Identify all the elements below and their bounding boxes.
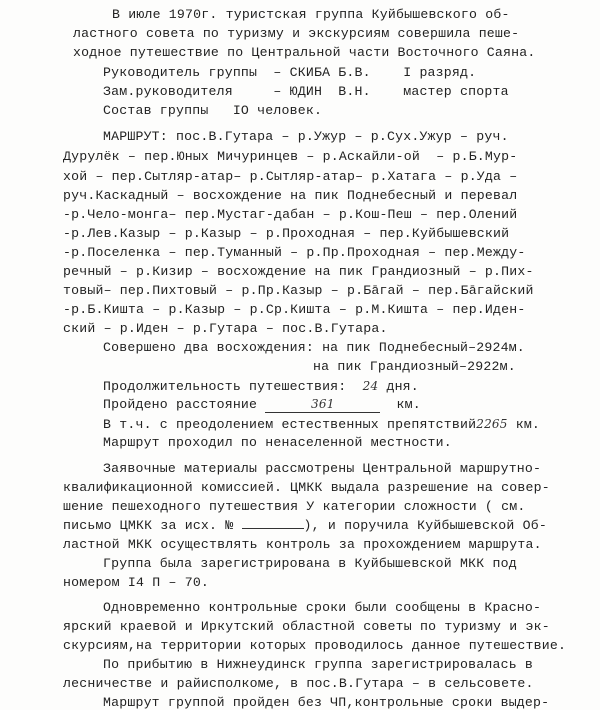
- commission-line-5: ластной МКК осуществлять контроль за прохождением маршрута.: [63, 537, 542, 552]
- obstacles-unit: км.: [515, 417, 541, 432]
- registered-line-1: Группа была зарегистрирована в Куйбышевской МКК под: [103, 556, 517, 571]
- ascents-line-2: на пик Грандиозный–2922м.: [313, 359, 516, 374]
- distance-value: 361: [311, 397, 335, 411]
- intro-line-1: В июле 1970г. туристская группа Куйбышевского об-: [112, 7, 510, 22]
- route-line-10: -р.Б.Кишта – р.Казыр – р.Ср.Кишта – р.М.Кишта – пер.Иден-: [63, 302, 526, 317]
- obstacles-line: [103, 415, 540, 433]
- deadlines-line-1: Одновременно контрольные сроки были сообщены в Красно-: [103, 600, 542, 615]
- deadlines-line-2: ярский краевой и Иркутский областной советы по туризму и эк-: [63, 619, 550, 634]
- leader-line: Руководитель группы – СКИБА Б.В. I разряд.: [103, 65, 477, 80]
- commission-line-4-rest: ), и поручила Куйбышевской Об-: [303, 518, 547, 533]
- duration-value: 24: [362, 379, 379, 393]
- obstacles-label: В т.ч. с преодолением естественных препятствий: [103, 417, 477, 432]
- distance-line: [103, 396, 421, 414]
- final-line-1: Маршрут группой пройден без ЧП,контрольные сроки выдер-: [103, 695, 550, 710]
- letter-number-blank: [242, 528, 304, 529]
- route-line-2: Дурулёк – пер.Юных Мичуринцев – р.Аскайли-ой – р.Б.Мур-: [63, 149, 518, 164]
- commission-line-1: Заявочные материалы рассмотрены Центральной маршрутно-: [103, 461, 542, 476]
- route-line-3: хой – пер.Сытляр-атар– р.Сытляр-атар– р.Хатага – р.Уда –: [63, 169, 518, 184]
- distance-unit: км.: [396, 397, 421, 412]
- registered-line-2: номером I4 П – 70.: [63, 575, 210, 590]
- deadlines-line-3: скурсиям,на территории которых проводилось данное путешествие.: [63, 638, 567, 653]
- letter-ref-label: письмо ЦМКК за исх. №: [63, 518, 234, 533]
- commission-line-3: шение пешеходного путешествия У категории сложности ( см.: [63, 499, 526, 514]
- uninhabited-line: Маршрут проходил по ненаселенной местности.: [103, 435, 452, 450]
- obstacles-value: 2265: [476, 417, 508, 431]
- ascents-line-1: Совершено два восхождения: на пик Поднебесный–2924м.: [103, 340, 525, 355]
- route-line-1: МАРШРУТ: пос.В.Гутара – р.Ужур – р.Сух.Ужур – руч.: [103, 129, 509, 144]
- arrival-line-1: По прибытию в Нижнеудинск группа зарегистрировалась в: [103, 657, 534, 672]
- commission-line-2: квалификационной комиссией. ЦМКК выдала разрешение на совер-: [63, 480, 550, 495]
- duration-unit: дня.: [386, 379, 419, 394]
- arrival-line-2: лесничестве и райисполкоме, в пос.В.Гутара – в сельсовете.: [63, 676, 534, 691]
- distance-label: Пройдено расстояние: [103, 397, 258, 412]
- route-line-11: ский – р.Иден – р.Гутара – пос.В.Гутара.: [63, 321, 388, 336]
- route-line-7: -р.Поселенка – пер.Туманный – р.Пр.Проходная – пер.Междy-: [63, 245, 526, 260]
- route-line-5: -р.Чело-монга– пер.Мустаг-дабан – р.Кош-Пеш – пер.Олений: [63, 207, 518, 222]
- route-line-9: товый– пер.Пихтовый – р.Пр.Казыр – р.Бāгай – пер.Бāгайский: [63, 283, 534, 298]
- group-size-line: Состав группы IO человек.: [103, 103, 323, 118]
- intro-line-2: ластного совета по туризму и экскурсиям совершила пеше-: [73, 26, 520, 41]
- distance-field: [265, 397, 380, 413]
- route-line-6: -р.Лев.Казыр – р.Казыр – р.Проходная – пер.Куйбышевский: [63, 226, 510, 241]
- duration-line: [103, 377, 419, 395]
- duration-label: Продолжительность путешествия:: [103, 379, 347, 394]
- intro-line-3: ходное путешествие по Центральной части Восточного Саяна.: [73, 45, 536, 60]
- route-line-8: речный – р.Кизир – восхождение на пик Грандиозный – р.Пих-: [63, 264, 534, 279]
- route-line-4: руч.Каскадный – восхождение на пик Поднебесный и перевал: [63, 188, 518, 203]
- deputy-line: Зам.руководителя – ЮДИН В.Н. мастер спорта: [103, 84, 509, 99]
- commission-line-4: [63, 517, 547, 535]
